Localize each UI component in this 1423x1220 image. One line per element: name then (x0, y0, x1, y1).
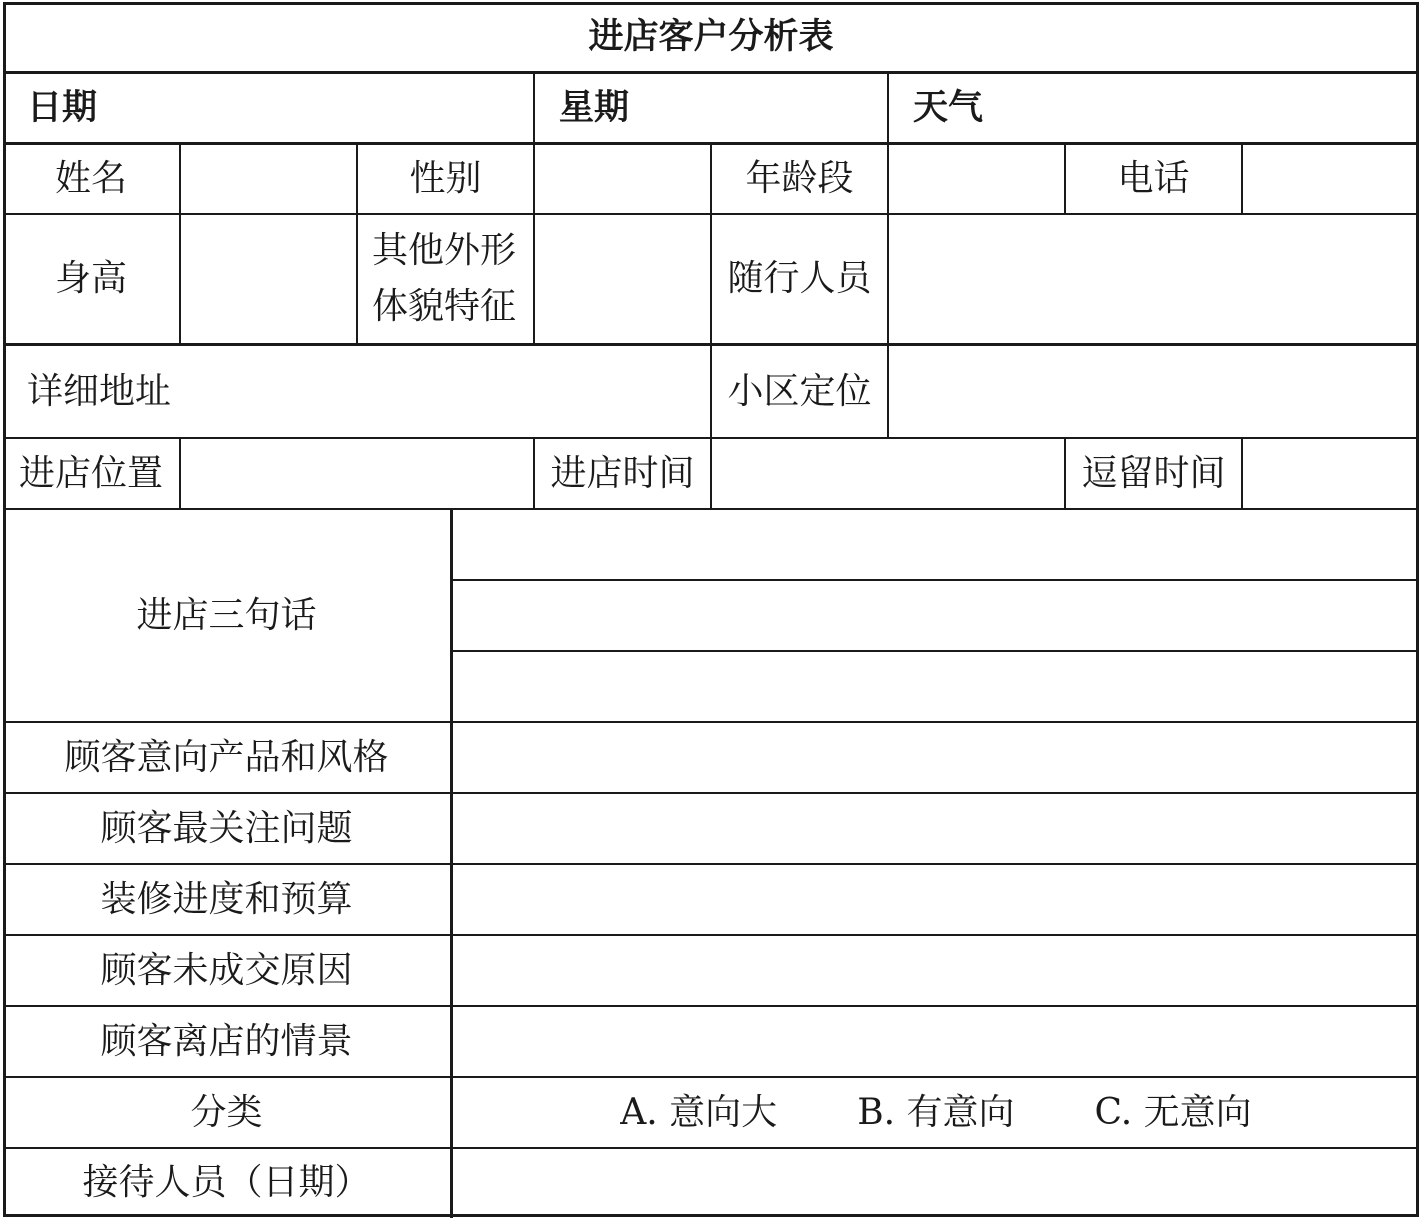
sentence-field-1[interactable] (453, 510, 1419, 579)
no-deal-reason-label: 顾客未成交原因 (100, 949, 353, 991)
age-label: 年龄段 (745, 158, 854, 200)
three-sentences-label: 进店三句话 (136, 594, 317, 636)
gender-field[interactable] (535, 144, 710, 214)
phone-label: 电话 (1117, 158, 1190, 200)
features-label: 其他外形体貌特征 (371, 230, 516, 327)
name-label: 姓名 (54, 158, 127, 200)
phone-field[interactable] (1243, 144, 1419, 214)
weekday-label: 星期 (559, 87, 630, 128)
features-field[interactable] (535, 215, 710, 343)
category-option-c[interactable]: C. 无意向 (1094, 1091, 1252, 1133)
category-label: 分类 (190, 1091, 263, 1133)
age-field[interactable] (889, 144, 1064, 214)
date-label: 日期 (27, 87, 98, 128)
leave-scene-field[interactable] (453, 1007, 1419, 1076)
name-field[interactable] (181, 144, 356, 214)
concern-label: 顾客最关注问题 (100, 807, 353, 849)
leave-scene-label: 顾客离店的情景 (100, 1020, 353, 1062)
entry-position-field[interactable] (181, 439, 533, 508)
form-title: 进店客户分析表 (588, 16, 834, 57)
sentence-field-3[interactable] (453, 652, 1419, 721)
intent-product-field[interactable] (453, 723, 1419, 792)
stay-time-field[interactable] (1243, 439, 1419, 508)
category-option-a[interactable]: A. 意向大 (620, 1091, 778, 1133)
weather-label: 天气 (913, 87, 984, 128)
community-label: 小区定位 (727, 370, 872, 412)
renovation-field[interactable] (453, 865, 1419, 934)
gender-label: 性别 (409, 158, 482, 200)
renovation-label: 装修进度和预算 (100, 878, 353, 920)
entry-time-field[interactable] (712, 439, 1064, 508)
stay-time-label: 逗留时间 (1081, 452, 1226, 494)
companions-label: 随行人员 (727, 258, 872, 300)
entry-time-label: 进店时间 (550, 452, 695, 494)
height-label: 身高 (54, 258, 127, 300)
receptionist-label: 接待人员（日期） (82, 1162, 371, 1204)
address-label: 详细地址 (27, 370, 172, 412)
concern-field[interactable] (453, 794, 1419, 863)
community-field[interactable] (889, 346, 1419, 437)
category-option-b[interactable]: B. 有意向 (857, 1091, 1015, 1133)
sentence-field-2[interactable] (453, 581, 1419, 650)
companions-field[interactable] (889, 215, 1419, 343)
no-deal-reason-field[interactable] (453, 936, 1419, 1005)
category-options (453, 1078, 1419, 1147)
entry-position-label: 进店位置 (18, 452, 163, 494)
receptionist-field[interactable] (453, 1149, 1419, 1217)
height-field[interactable] (181, 215, 356, 343)
intent-product-label: 顾客意向产品和风格 (64, 736, 389, 778)
